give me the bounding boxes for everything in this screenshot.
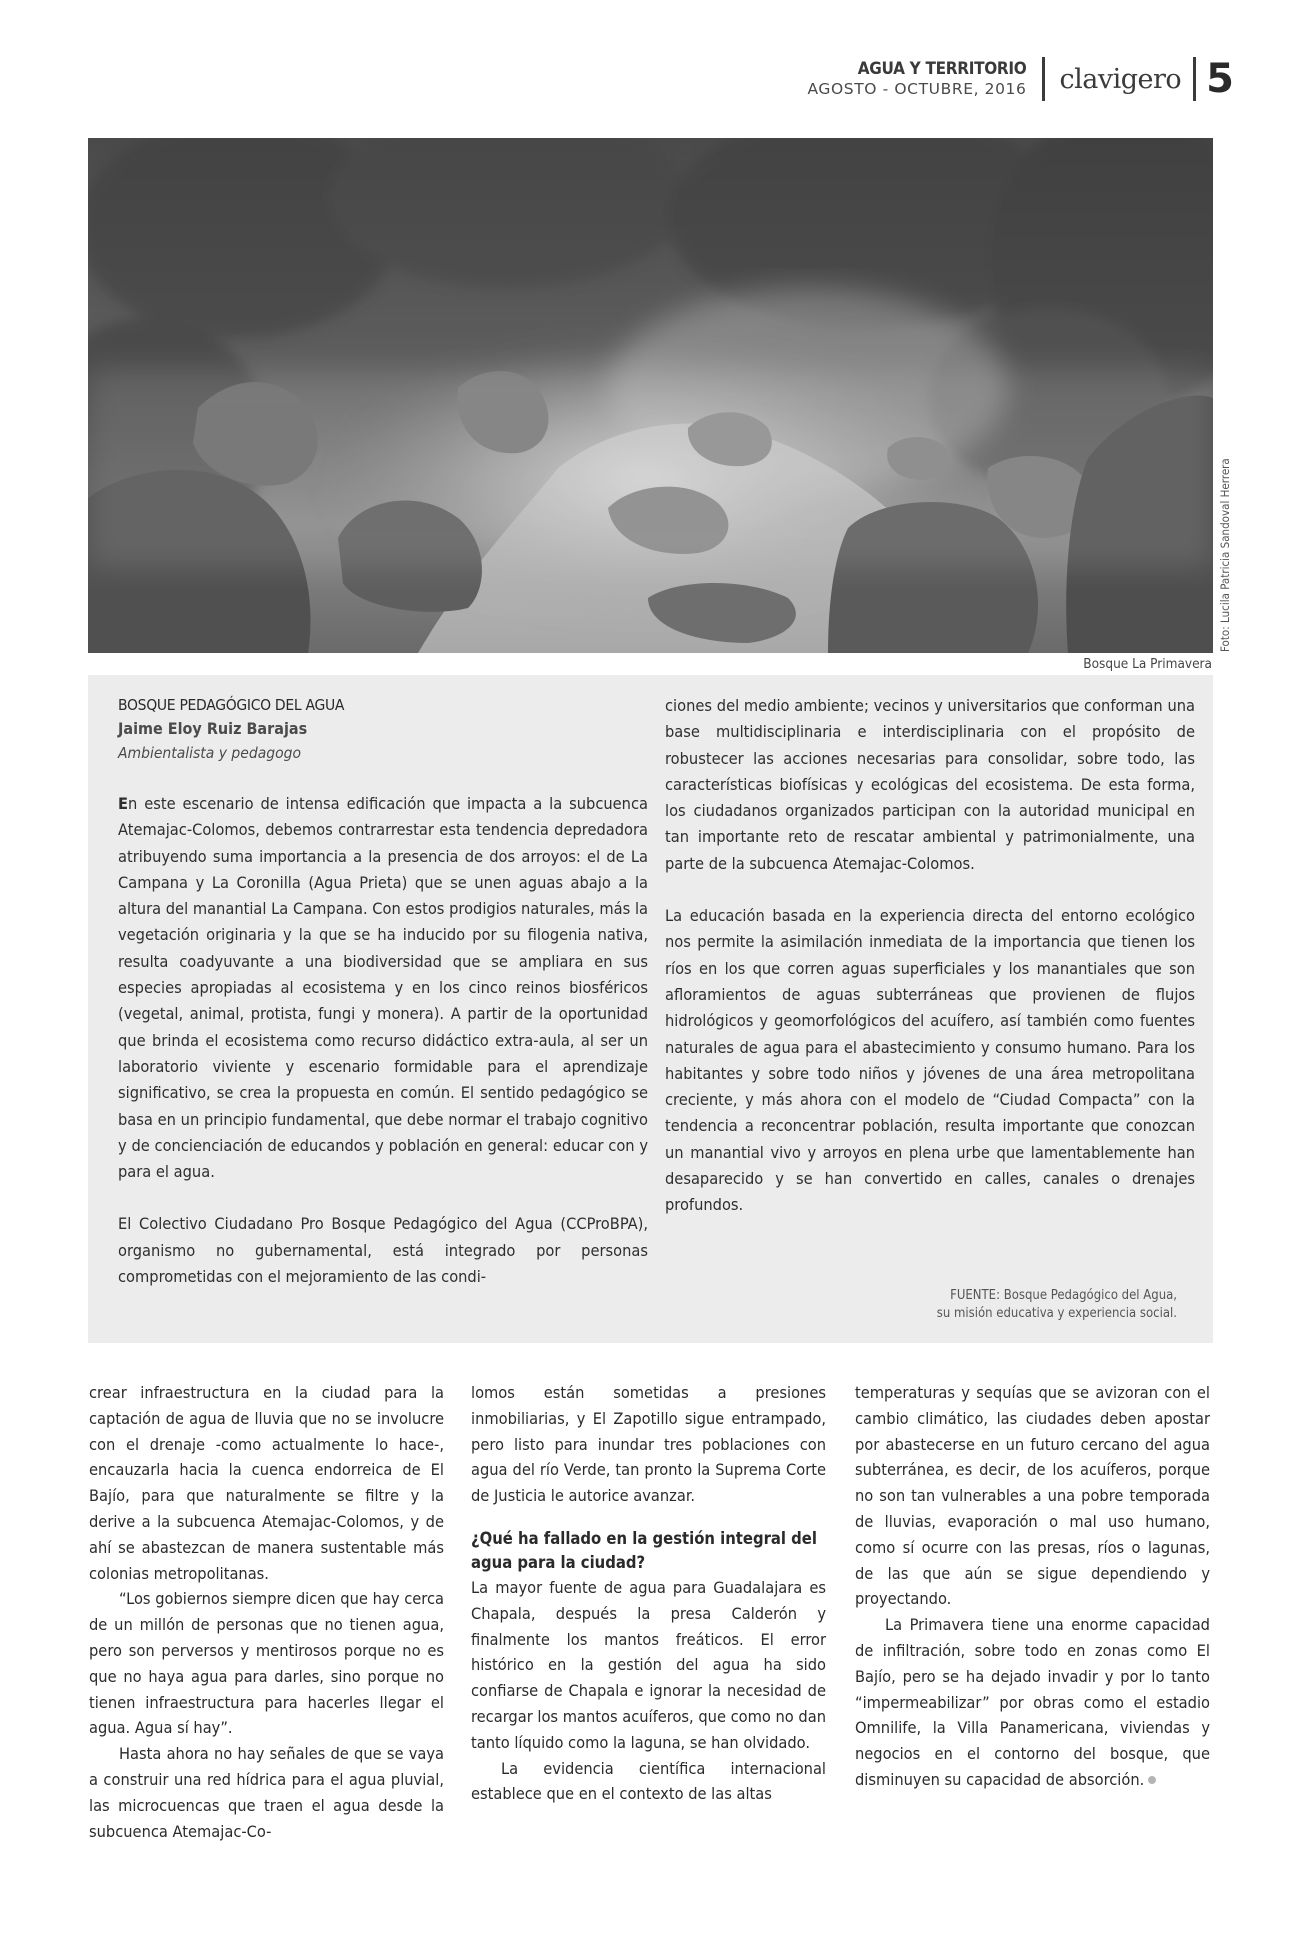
sidebar-paragraph [118,791,648,1185]
sidebar-paragraph: El Colectivo Ciudadano Pro Bosque Pedagógico del Agua (CCProBPA), organismo no gubernamental, está integrado por personas comprometidas con el mejoramiento de las condi- [118,1214,648,1287]
body-column-2 [471,1380,826,1807]
sidebar-column-right [665,693,1195,1219]
body-paragraph: Hasta ahora no hay señales de que se vaya a construir una red hídrica para el agua pluvial, las microcuencas que traen el agua desde la subcuenca Atemajac-Co- [89,1744,444,1841]
sidebar-box [88,675,1213,1343]
body-paragraph-text: La Primavera tiene una enorme capacidad de infiltración, sobre todo en zonas como El Bajío, pero se ha dejado invadir y por lo tanto “impermeabilizar” por obras como el estadio Omnilife, la Villa Panamericana, viviendas y negocios en el contorno del bosque, que disminuyen su capacidad de absorción. [855,1615,1210,1789]
header-divider [1042,57,1045,101]
body-column-1 [89,1380,444,1844]
photo-caption: Bosque La Primavera [1083,656,1212,672]
photo-credit [1214,458,1234,652]
sidebar-kicker: BOSQUE PEDAGÓGICO DEL AGUA [118,696,345,714]
sidebar-source [937,1287,1177,1323]
section-subheading: ¿Qué ha fallado en la gestión integral del agua para la ciudad? [471,1528,817,1572]
source-line: su misión educativa y experiencia social. [936,1306,1177,1321]
header-text-block [807,59,1026,99]
end-of-article-icon [1148,1776,1156,1784]
photo-credit-text: Foto: Lucila Patricia Sandoval Herrera [1218,458,1232,652]
body-paragraph: La evidencia científica internacional establece que en el contexto de las altas [471,1758,826,1804]
sidebar-paragraph-text: n este escenario de intensa edificación que impacta a la subcuenca Atemajac-Colomos, debemos contrarrestar esta tendencia depredadora atribuyendo suma importancia a la presencia de dos arroyos: el de La Campana y La Coronilla (Agua Prieta) que se unen aguas abajo a la altura del manantial La Campana. Con estos prodigios naturales, más la vegetación originaria y la que se ha inducido por su filogenia nativa, resulta coadyuvante a una biodiversidad que se ampliara en sus especies apropiadas al ecosistema y en los cinco reinos biosféricos (vegetal, animal, protista, fungi y monera). A partir de la oportunidad que brinda el ecosistema como recurso didáctico extra-aula, al ser un laboratorio viviente y escenario formidable para el aprendizaje significativo, se crea la propuesta en común. El sentido pedagógico se basa en un principio fundamental, que debe normar el trabajo cognitivo y de concienciación de educandos y población en general: educar con y para el agua. [118,794,648,1182]
sidebar-author-role: Ambientalista y pedagogo [118,744,302,762]
publication-logo: clavigero [1059,63,1182,95]
body-paragraph [855,1612,1210,1793]
body-column-3 [855,1380,1210,1793]
issue-date: AGOSTO - OCTUBRE, 2016 [807,80,1027,98]
section-title: AGUA Y TERRITORIO [857,59,1027,79]
header-divider [1193,57,1196,101]
drop-cap: E [118,794,129,813]
body-paragraph: La mayor fuente de agua para Guadalajara es Chapala, después la presa Calderón y finalmente los mantos freáticos. El error histórico en la gestión del agua ha sido confiarse de Chapala e ignorar la necesidad de recargar los mantos acuíferos, que como no dan tanto líquido como la laguna, se han olvidado. [471,1577,826,1752]
sidebar-paragraph: ciones del medio ambiente; vecinos y universitarios que conforman una base multidisciplinaria e interdisciplinaria con el propósito de robustecer las acciones necesarias para consolidar, sobre todo, las características biofísicas y ecológicas del ecosistema. De esta forma, los ciudadanos organizados participan con la autoridad municipal en tan importante reto de rescatar ambiental y patrimonialmente, una parte de la subcuenca Atemajac-Colomos. [665,696,1195,873]
body-paragraph: crear infraestructura en la ciudad para la captación de agua de lluvia que no se involucre con el drenaje -como actualmente lo hace-, encauzarla hacia la cuenca endorreica de El Bajío, para que naturalmente se filtre y la derive a la subcuenca Atemajac-Colomos, y de ahí se abastezcan de manera sustentable más colonias metropolitanas. [89,1383,444,1583]
mist [88,368,1213,568]
sidebar-column-left [118,693,648,1290]
source-line: FUENTE: Bosque Pedagógico del Agua, [950,1288,1177,1303]
body-paragraph: lomos están sometidas a presiones inmobiliarias, y El Zapotillo sigue entrampado, pero listo para inundar tres poblaciones con agua del río Verde, tan pronto la Suprema Corte de Justicia le autorice avanzar. [471,1383,826,1506]
page-header [807,56,1234,102]
sidebar-author: Jaime Eloy Ruiz Barajas [118,719,308,738]
body-paragraph: temperaturas y sequías que se avizoran con el cambio climático, las ciudades deben apostar por abastecerse en un futuro cercano del agua subterránea, es decir, de los acuíferos, porque no son tan vulnerables a una pobre temporada de lluvias, evaporación o mal uso humano, como sí ocurre con las presas, ríos o lagunas, de las que aún se sigue dependiendo y proyectando. [855,1383,1210,1609]
river-photo [88,138,1213,653]
page-number: 5 [1206,56,1234,102]
body-paragraph: “Los gobiernos siempre dicen que hay cerca de un millón de personas que no tienen agua, pero son perversos y mentirosos porque no es que no haya agua para darles, sino porque no tienen infraestructura para hacerles llegar el agua. Agua sí hay”. [89,1589,444,1738]
sidebar-paragraph: La educación basada en la experiencia directa del entorno ecológico nos permite la asimilación inmediata de la importancia que tienen los ríos en los que corren aguas superficiales y los manantiales que son afloramientos de aguas subterráneas que provienen de flujos hidrológicos y geomorfológicos del acuífero, así también como fuentes naturales de agua para el abastecimiento y consumo humano. Para los habitantes y sobre todo niños y jóvenes de una área metropolitana creciente, y más ahora con el modelo de “Ciudad Compacta” con la tendencia a reconcentrar población, resulta importante que conozcan un manantial vivo y arroyos en plena urbe que lamentablemente han desaparecido y se han convertido en calles, canales o drenajes profundos. [665,906,1195,1215]
river-photo-graphic [88,138,1213,653]
